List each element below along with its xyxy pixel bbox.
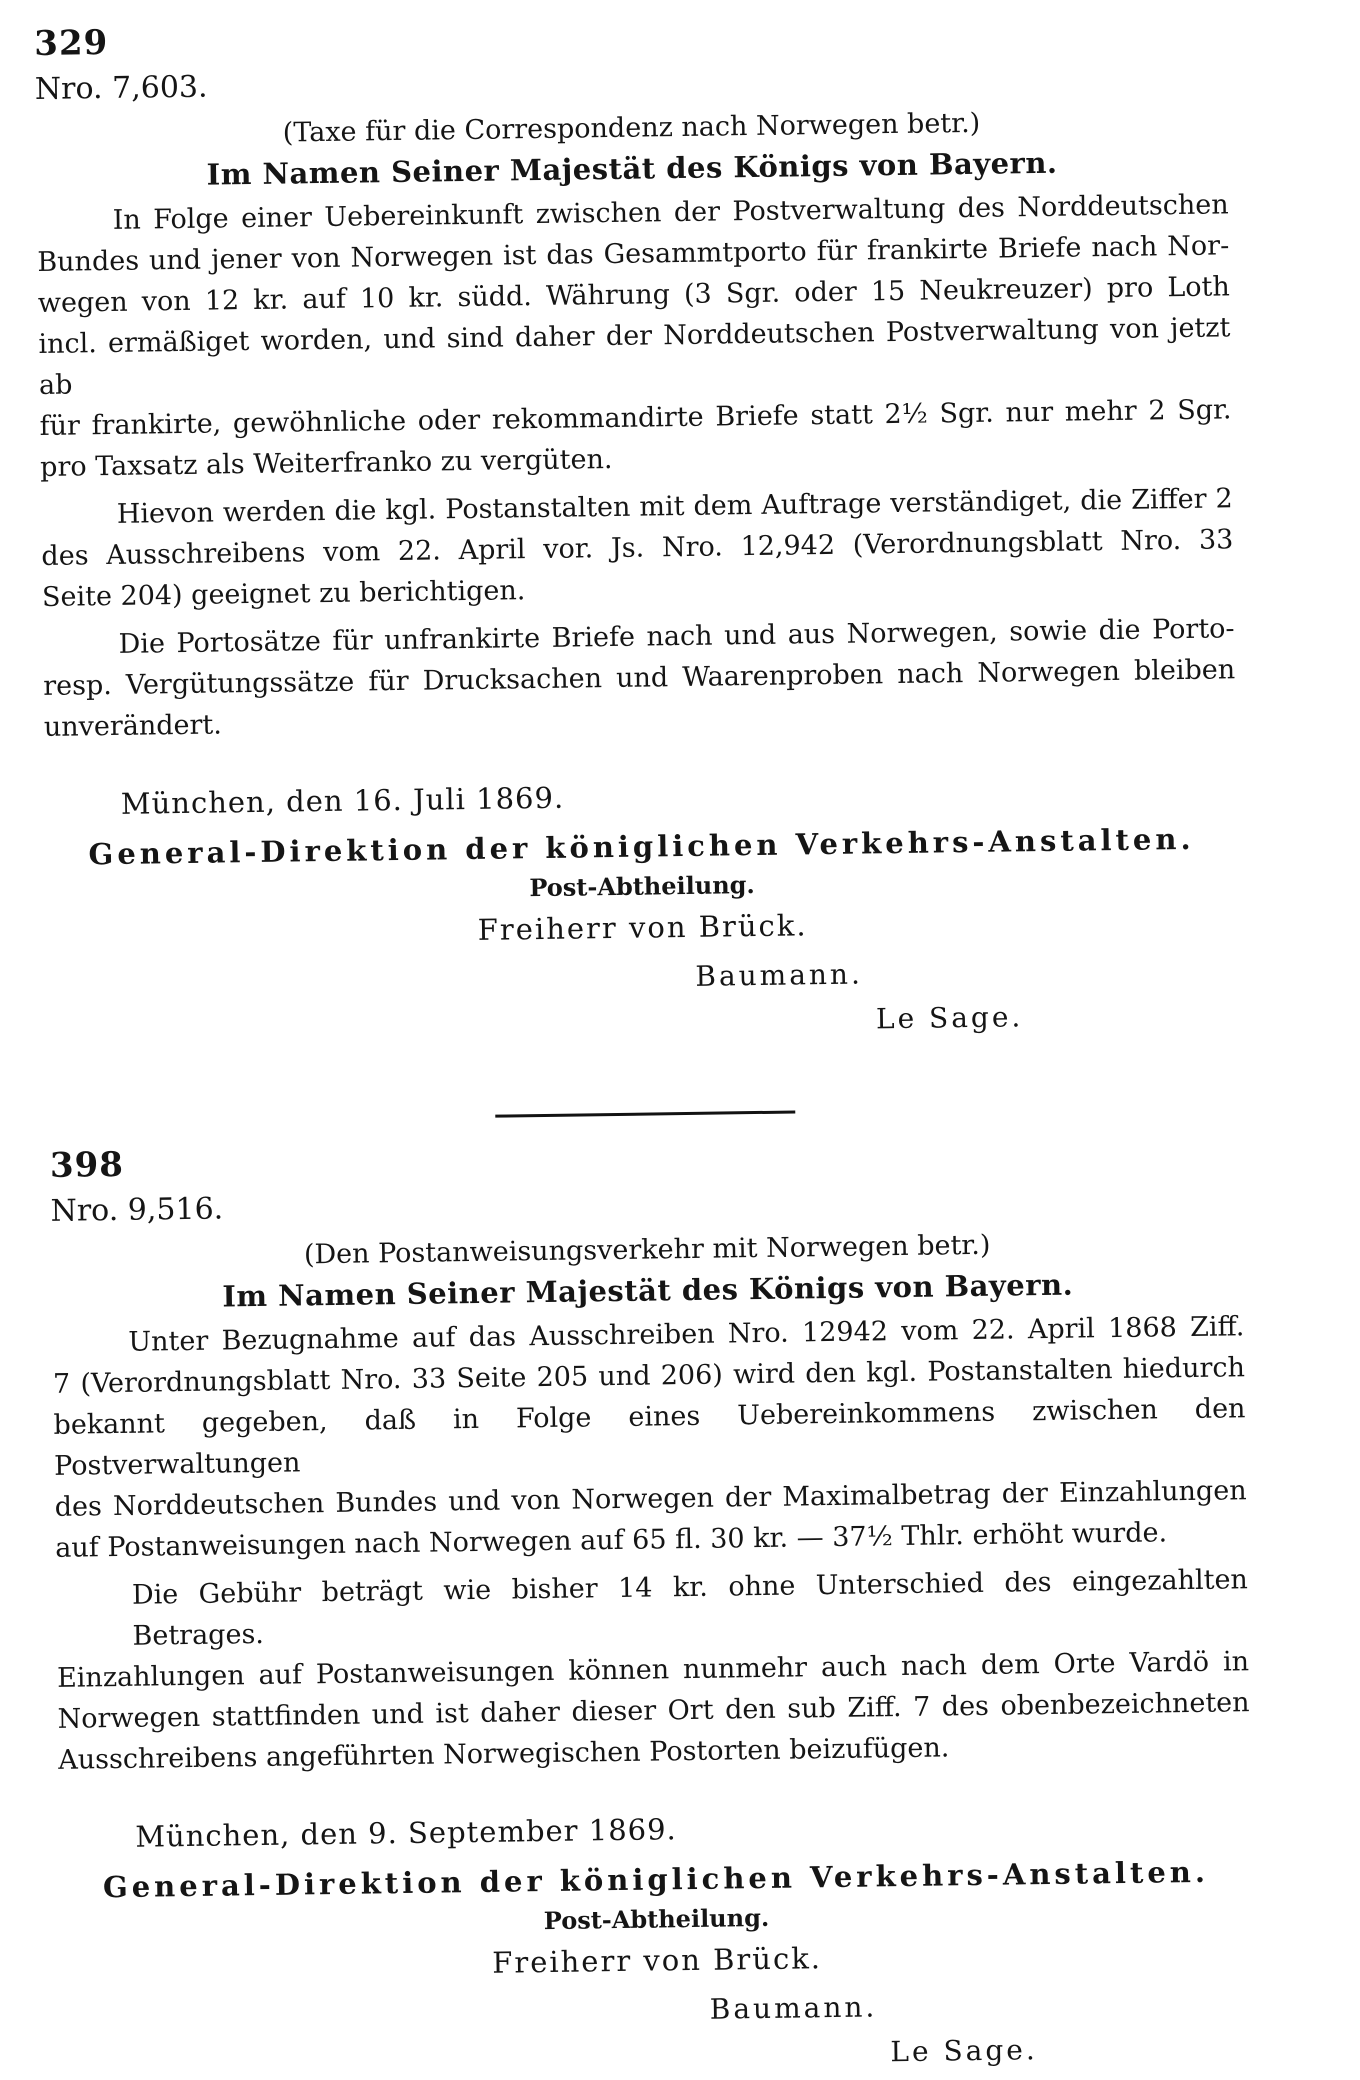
- decree-section-1: [34, 7, 1240, 1047]
- page-number: 329: [34, 22, 109, 64]
- decree-section-2: [50, 1129, 1255, 2080]
- decree-number: Nro. 9,516.: [50, 1191, 224, 1229]
- subject-caption: (Den Postanweisungsverkehr mit Norwegen betr.): [303, 1229, 991, 1271]
- signatory-name: Freiherr von Brück.: [491, 1941, 823, 1980]
- place-date-line: München, den 9. September 1869.: [135, 1812, 678, 1854]
- countersignature-lesage: Le Sage.: [890, 2033, 1038, 2069]
- authority-line: General-Direktion der königlichen Verkehrs-Anstalten.: [102, 1854, 1210, 1905]
- body-paragraph: Die Gebühr beträgt wie bisher 14 kr. ohne Unterschied des eingezahlten Betrages. Einzahlungen auf Postanweisungen können nunmehr auch nach dem Orte Vardö in Norwegen stattfinden und ist daher dieser Ort den sub Ziff. 7 des obenbezeichneten Ausschreibens angeführten Norwegischen Postorten beizufügen.: [56, 1564, 1250, 1776]
- signatory-name: Freiherr von Brück.: [477, 908, 808, 947]
- countersignature-lesage: Le Sage.: [875, 1000, 1024, 1036]
- body-paragraph: Hievon werden die kgl. Postanstalten mit dem Auftrage verständiget, die Ziffer 2 des Ausschreibens vom 22. April vor. Js. Nro. 12,942 (Verordnungsblatt Nro. 33 Seite 204) geeignet zu berichtigen.: [41, 483, 1234, 613]
- subject-caption: (Taxe für die Correspondenz nach Norwegen betr.): [282, 107, 981, 149]
- body-paragraph: Die Portosätze für unfrankirte Briefe nach und aus Norwegen, sowie die Porto- resp. Vergütungssätze für Drucksachen und Waarenproben nach Norwegen bleiben unverändert.: [43, 613, 1236, 743]
- department-line: Post-Abtheilung.: [543, 1902, 770, 1936]
- place-date-line: München, den 16. Juli 1869.: [120, 780, 565, 821]
- page-number: 398: [49, 1144, 125, 1186]
- royal-heading: Im Namen Seiner Majestät des Königs von Bayern.: [222, 1267, 1074, 1314]
- countersignature-baumann: Baumann.: [709, 1990, 878, 2026]
- body-paragraph: In Folge einer Uebereinkunft zwischen der Postverwaltung des Norddeutschen Bundes und jener von Norwegen ist das Gesammtporto für frankirte Briefe nach Nor- wegen von 12 kr. auf 10 kr. südd. Währung (3 Sgr. oder 15 Neukreuzer) pro Loth incl. ermäßiget worden, und sind daher der Norddeutschen Postverwaltung von jetzt ab für frankirte, gewöhnliche oder rekommandirte Briefe statt 2½ Sgr. nur mehr 2 Sgr. pro Taxsatz als Weiterfranko zu vergüten.: [37, 189, 1232, 483]
- page-content: [34, 7, 1255, 2079]
- countersignature-baumann: Baumann.: [695, 957, 864, 993]
- body-paragraph: Unter Bezugnahme auf das Ausschreiben Nro. 12942 vom 22. April 1868 Ziff. 7 (Verordnungsblatt Nro. 33 Seite 205 und 206) wird den kgl. Postanstalten hiedurch bekannt gegeben, daß in Folge eines Uebereinkommens zwischen den Postverwaltungen des Norddeutschen Bundes und von Norwegen der Maximalbetrag der Einzahlungen auf Postanweisungen nach Norwegen auf 65 fl. 30 kr. — 37½ Thlr. erhöht wurde.: [52, 1311, 1247, 1564]
- section-divider-rule: [495, 1110, 795, 1117]
- decree-number: Nro. 7,603.: [34, 69, 208, 107]
- authority-line: General-Direktion der königlichen Verkehrs-Anstalten.: [88, 821, 1195, 872]
- royal-heading: Im Namen Seiner Majestät des Königs von Bayern.: [206, 145, 1058, 192]
- department-line: Post-Abtheilung.: [529, 870, 756, 903]
